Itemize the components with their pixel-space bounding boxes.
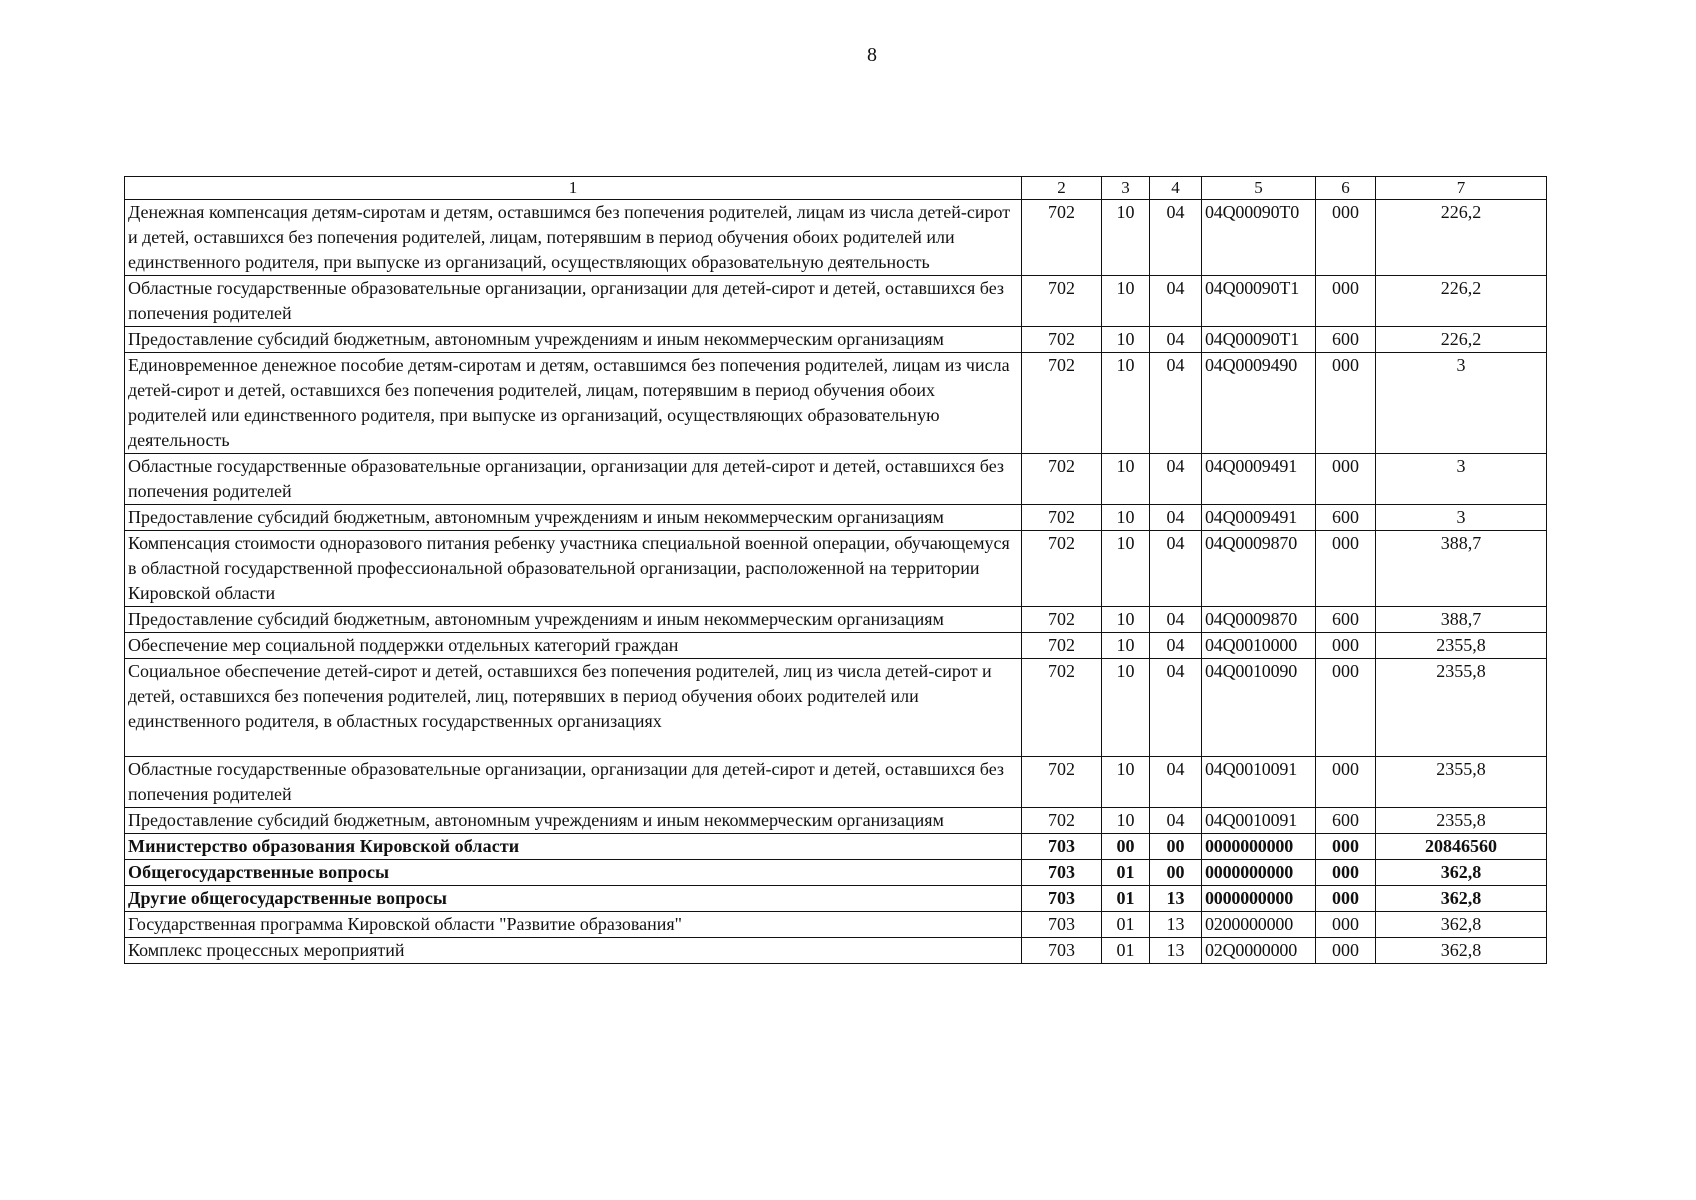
cell-expense-type: 000 <box>1316 912 1376 938</box>
table-row <box>125 659 1547 757</box>
cell-amount: 2355,8 <box>1376 757 1547 808</box>
cell-name: Общегосударственные вопросы <box>125 860 1022 886</box>
cell-name: Социальное обеспечение детей-сирот и детей, оставшихся без попечения родителей, лиц из числа детей-сирот и детей, оставшихся без попечения родителей, лиц, потерявших в период обучения обоих родителей или единственного родителя, в областных государственных организациях <box>125 659 1022 757</box>
cell-admin-code: 702 <box>1022 659 1102 757</box>
cell-target-article: 04Q0010091 <box>1202 808 1316 834</box>
cell-name: Обеспечение мер социальной поддержки отдельных категорий граждан <box>125 633 1022 659</box>
cell-admin-code: 702 <box>1022 505 1102 531</box>
cell-target-article: 04Q0009870 <box>1202 607 1316 633</box>
cell-expense-type: 000 <box>1316 454 1376 505</box>
cell-target-article: 0000000000 <box>1202 886 1316 912</box>
header-col-3: 3 <box>1102 177 1150 200</box>
cell-expense-type: 000 <box>1316 200 1376 276</box>
budget-table <box>124 176 1547 964</box>
cell-target-article: 04Q00090T0 <box>1202 200 1316 276</box>
table-row <box>125 200 1547 276</box>
cell-admin-code: 702 <box>1022 276 1102 327</box>
cell-admin-code: 702 <box>1022 327 1102 353</box>
cell-admin-code: 702 <box>1022 808 1102 834</box>
cell-name: Областные государственные образовательные организации, организации для детей-сирот и детей, оставшихся без попечения родителей <box>125 454 1022 505</box>
cell-name: Областные государственные образовательные организации, организации для детей-сирот и детей, оставшихся без попечения родителей <box>125 757 1022 808</box>
header-col-2: 2 <box>1022 177 1102 200</box>
cell-expense-type: 000 <box>1316 276 1376 327</box>
cell-expense-type: 000 <box>1316 353 1376 454</box>
cell-name: Компенсация стоимости одноразового питания ребенку участника специальной военной операции, обучающемуся в областной государственной профессиональной образовательной организации, расположенной на территории Кировской области <box>125 531 1022 607</box>
table-row <box>125 808 1547 834</box>
cell-name: Предоставление субсидий бюджетным, автономным учреждениям и иным некоммерческим организациям <box>125 607 1022 633</box>
cell-name: Предоставление субсидий бюджетным, автономным учреждениям и иным некоммерческим организациям <box>125 505 1022 531</box>
table-row <box>125 633 1547 659</box>
cell-amount: 226,2 <box>1376 327 1547 353</box>
cell-amount: 3 <box>1376 353 1547 454</box>
cell-expense-type: 600 <box>1316 505 1376 531</box>
cell-admin-code: 702 <box>1022 531 1102 607</box>
cell-name: Денежная компенсация детям-сиротам и детям, оставшимся без попечения родителей, лицам из числа детей-сирот и детей, оставшихся без попечения родителей, лицам, потерявшим в период обучения обоих родителей или единственного родителя, при выпуске из организаций, осуществляющих образовательную деятельность <box>125 200 1022 276</box>
cell-target-article: 04Q0010090 <box>1202 659 1316 757</box>
cell-subsection: 04 <box>1150 757 1202 808</box>
cell-target-article: 04Q0010091 <box>1202 757 1316 808</box>
table-header <box>125 177 1547 200</box>
cell-subsection: 04 <box>1150 531 1202 607</box>
cell-section: 10 <box>1102 607 1150 633</box>
table-row <box>125 886 1547 912</box>
cell-section: 10 <box>1102 633 1150 659</box>
cell-expense-type: 000 <box>1316 938 1376 964</box>
cell-amount: 362,8 <box>1376 886 1547 912</box>
cell-subsection: 04 <box>1150 633 1202 659</box>
table-row <box>125 505 1547 531</box>
cell-subsection: 04 <box>1150 607 1202 633</box>
cell-admin-code: 703 <box>1022 912 1102 938</box>
table-row <box>125 454 1547 505</box>
header-col-6: 6 <box>1316 177 1376 200</box>
cell-admin-code: 703 <box>1022 834 1102 860</box>
cell-subsection: 00 <box>1150 834 1202 860</box>
cell-section: 10 <box>1102 808 1150 834</box>
cell-subsection: 04 <box>1150 276 1202 327</box>
table-row <box>125 531 1547 607</box>
cell-target-article: 04Q00090T1 <box>1202 276 1316 327</box>
cell-expense-type: 000 <box>1316 757 1376 808</box>
cell-section: 10 <box>1102 659 1150 757</box>
cell-target-article: 0000000000 <box>1202 834 1316 860</box>
cell-name: Предоставление субсидий бюджетным, автономным учреждениям и иным некоммерческим организациям <box>125 808 1022 834</box>
table-body <box>125 200 1547 964</box>
cell-target-article: 02Q0000000 <box>1202 938 1316 964</box>
cell-admin-code: 703 <box>1022 938 1102 964</box>
cell-amount: 362,8 <box>1376 912 1547 938</box>
cell-section: 10 <box>1102 200 1150 276</box>
cell-admin-code: 702 <box>1022 200 1102 276</box>
cell-amount: 226,2 <box>1376 276 1547 327</box>
cell-admin-code: 702 <box>1022 454 1102 505</box>
cell-amount: 2355,8 <box>1376 633 1547 659</box>
cell-amount: 388,7 <box>1376 531 1547 607</box>
cell-section: 00 <box>1102 834 1150 860</box>
table-row <box>125 327 1547 353</box>
cell-section: 10 <box>1102 353 1150 454</box>
cell-section: 01 <box>1102 912 1150 938</box>
cell-target-article: 04Q0009490 <box>1202 353 1316 454</box>
cell-amount: 20846560 <box>1376 834 1547 860</box>
header-col-1: 1 <box>125 177 1022 200</box>
cell-expense-type: 000 <box>1316 834 1376 860</box>
cell-admin-code: 702 <box>1022 633 1102 659</box>
cell-name: Другие общегосударственные вопросы <box>125 886 1022 912</box>
table-row <box>125 860 1547 886</box>
cell-subsection: 13 <box>1150 886 1202 912</box>
cell-expense-type: 000 <box>1316 886 1376 912</box>
cell-target-article: 04Q0009491 <box>1202 505 1316 531</box>
cell-admin-code: 703 <box>1022 886 1102 912</box>
cell-admin-code: 702 <box>1022 353 1102 454</box>
cell-amount: 362,8 <box>1376 938 1547 964</box>
cell-subsection: 13 <box>1150 912 1202 938</box>
table-row <box>125 607 1547 633</box>
page-number: 8 <box>867 44 877 66</box>
cell-amount: 2355,8 <box>1376 659 1547 757</box>
cell-subsection: 04 <box>1150 808 1202 834</box>
cell-amount: 3 <box>1376 454 1547 505</box>
table-row <box>125 757 1547 808</box>
cell-subsection: 04 <box>1150 454 1202 505</box>
cell-target-article: 04Q00090T1 <box>1202 327 1316 353</box>
cell-section: 10 <box>1102 327 1150 353</box>
cell-section: 10 <box>1102 276 1150 327</box>
cell-subsection: 04 <box>1150 200 1202 276</box>
cell-expense-type: 600 <box>1316 808 1376 834</box>
cell-expense-type: 000 <box>1316 860 1376 886</box>
cell-name: Единовременное денежное пособие детям-сиротам и детям, оставшимся без попечения родителей, лицам из числа детей-сирот и детей, оставшихся без попечения родителей, лицам, потерявшим в период обучения обоих родителей или единственного родителя, при выпуске из организаций, осуществляющих образовательную деятельность <box>125 353 1022 454</box>
cell-name: Государственная программа Кировской области "Развитие образования" <box>125 912 1022 938</box>
cell-amount: 3 <box>1376 505 1547 531</box>
table-row <box>125 353 1547 454</box>
cell-target-article: 04Q0009870 <box>1202 531 1316 607</box>
cell-name: Областные государственные образовательные организации, организации для детей-сирот и детей, оставшихся без попечения родителей <box>125 276 1022 327</box>
cell-admin-code: 702 <box>1022 757 1102 808</box>
cell-expense-type: 000 <box>1316 659 1376 757</box>
cell-name: Министерство образования Кировской области <box>125 834 1022 860</box>
cell-subsection: 04 <box>1150 659 1202 757</box>
cell-target-article: 0200000000 <box>1202 912 1316 938</box>
cell-subsection: 04 <box>1150 353 1202 454</box>
cell-admin-code: 703 <box>1022 860 1102 886</box>
cell-subsection: 13 <box>1150 938 1202 964</box>
header-col-7: 7 <box>1376 177 1547 200</box>
cell-section: 10 <box>1102 531 1150 607</box>
cell-section: 10 <box>1102 454 1150 505</box>
cell-subsection: 04 <box>1150 505 1202 531</box>
table-row <box>125 938 1547 964</box>
cell-expense-type: 000 <box>1316 633 1376 659</box>
cell-amount: 2355,8 <box>1376 808 1547 834</box>
cell-section: 01 <box>1102 860 1150 886</box>
header-col-5: 5 <box>1202 177 1316 200</box>
cell-subsection: 00 <box>1150 860 1202 886</box>
cell-section: 10 <box>1102 757 1150 808</box>
cell-name: Предоставление субсидий бюджетным, автономным учреждениям и иным некоммерческим организациям <box>125 327 1022 353</box>
cell-expense-type: 600 <box>1316 327 1376 353</box>
table-row <box>125 834 1547 860</box>
cell-section: 01 <box>1102 886 1150 912</box>
table-row <box>125 276 1547 327</box>
cell-section: 01 <box>1102 938 1150 964</box>
cell-amount: 226,2 <box>1376 200 1547 276</box>
table-row <box>125 912 1547 938</box>
header-col-4: 4 <box>1150 177 1202 200</box>
cell-expense-type: 600 <box>1316 607 1376 633</box>
cell-target-article: 0000000000 <box>1202 860 1316 886</box>
cell-amount: 388,7 <box>1376 607 1547 633</box>
cell-admin-code: 702 <box>1022 607 1102 633</box>
cell-target-article: 04Q0009491 <box>1202 454 1316 505</box>
cell-target-article: 04Q0010000 <box>1202 633 1316 659</box>
cell-amount: 362,8 <box>1376 860 1547 886</box>
cell-section: 10 <box>1102 505 1150 531</box>
cell-expense-type: 000 <box>1316 531 1376 607</box>
cell-name: Комплекс процессных мероприятий <box>125 938 1022 964</box>
header-row <box>125 177 1547 200</box>
cell-subsection: 04 <box>1150 327 1202 353</box>
